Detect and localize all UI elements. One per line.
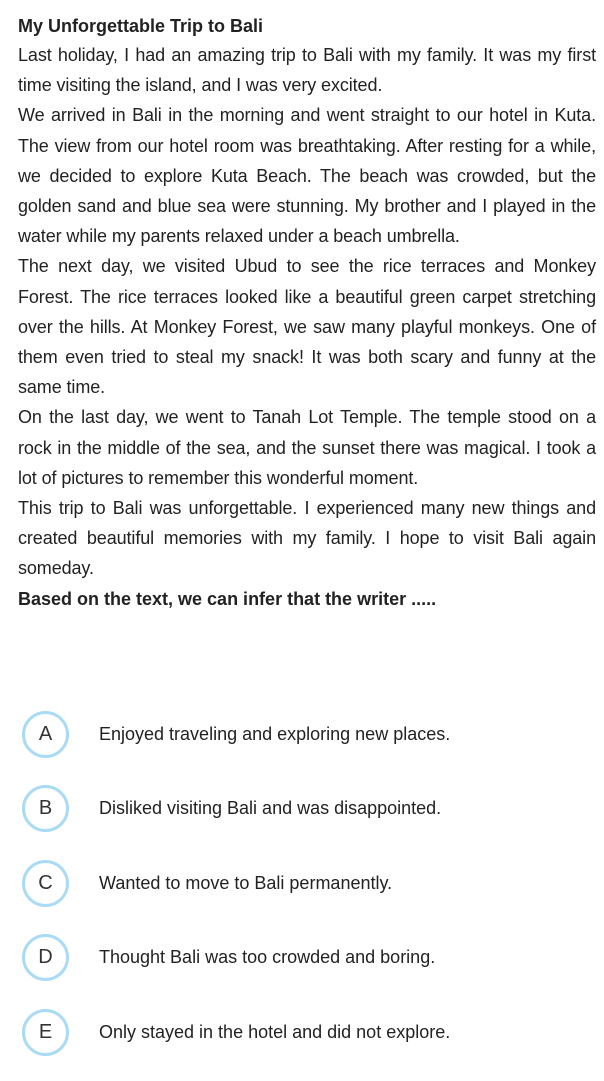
option-c-text[interactable]: Wanted to move to Bali permanently. bbox=[99, 872, 393, 893]
option-a-text[interactable]: Enjoyed traveling and exploring new places. bbox=[99, 723, 451, 744]
reading-passage bbox=[18, 12, 596, 614]
paragraph-4: On the last day, we went to Tanah Lot Temple. The temple stood on a rock in the middle of the sea, and the sunset there was magical. I took a lot of pictures to remember this wonderful moment. bbox=[18, 407, 596, 488]
answer-options bbox=[18, 708, 596, 1081]
option-a-letter[interactable]: A bbox=[22, 711, 69, 758]
option-a[interactable] bbox=[18, 708, 596, 760]
option-d-text[interactable]: Thought Bali was too crowded and boring. bbox=[99, 947, 436, 968]
option-e-letter[interactable]: E bbox=[22, 1009, 69, 1056]
paragraph-1: Last holiday, I had an amazing trip to Bali with my family. It was my first time visiting the island, and I was very excited. bbox=[18, 45, 596, 96]
option-c-letter[interactable]: C bbox=[22, 860, 69, 907]
paragraph-5: This trip to Bali was unforgettable. I experienced many new things and created beautiful memories with my family. I hope to visit Bali again someday. bbox=[18, 498, 596, 579]
option-d[interactable] bbox=[18, 932, 596, 984]
option-e[interactable] bbox=[18, 1006, 596, 1058]
option-d-letter[interactable]: D bbox=[22, 934, 69, 981]
option-b[interactable] bbox=[18, 783, 596, 835]
paragraph-3: The next day, we visited Ubud to see the rice terraces and Monkey Forest. The rice terraces looked like a beautiful green carpet stretching over the hills. At Monkey Forest, we saw many playful monkeys. One of them even tried to steal my snack! It was both scary and funny at the same time. bbox=[18, 256, 596, 398]
question-text: Based on the text, we can infer that the writer ..... bbox=[18, 588, 437, 609]
option-e-text[interactable]: Only stayed in the hotel and did not explore. bbox=[99, 1021, 451, 1042]
paragraph-2: We arrived in Bali in the morning and went straight to our hotel in Kuta. The view from our hotel room was breathtaking. After resting for a while, we decided to explore Kuta Beach. The beach was crowded, but the golden sand and blue sea were stunning. My brother and I played in the water while my parents relaxed under a beach umbrella. bbox=[18, 105, 596, 247]
passage-title: My Unforgettable Trip to Bali bbox=[18, 16, 264, 36]
option-b-letter[interactable]: B bbox=[22, 785, 69, 832]
option-b-text[interactable]: Disliked visiting Bali and was disappointed. bbox=[99, 798, 442, 819]
option-c[interactable] bbox=[18, 857, 596, 909]
